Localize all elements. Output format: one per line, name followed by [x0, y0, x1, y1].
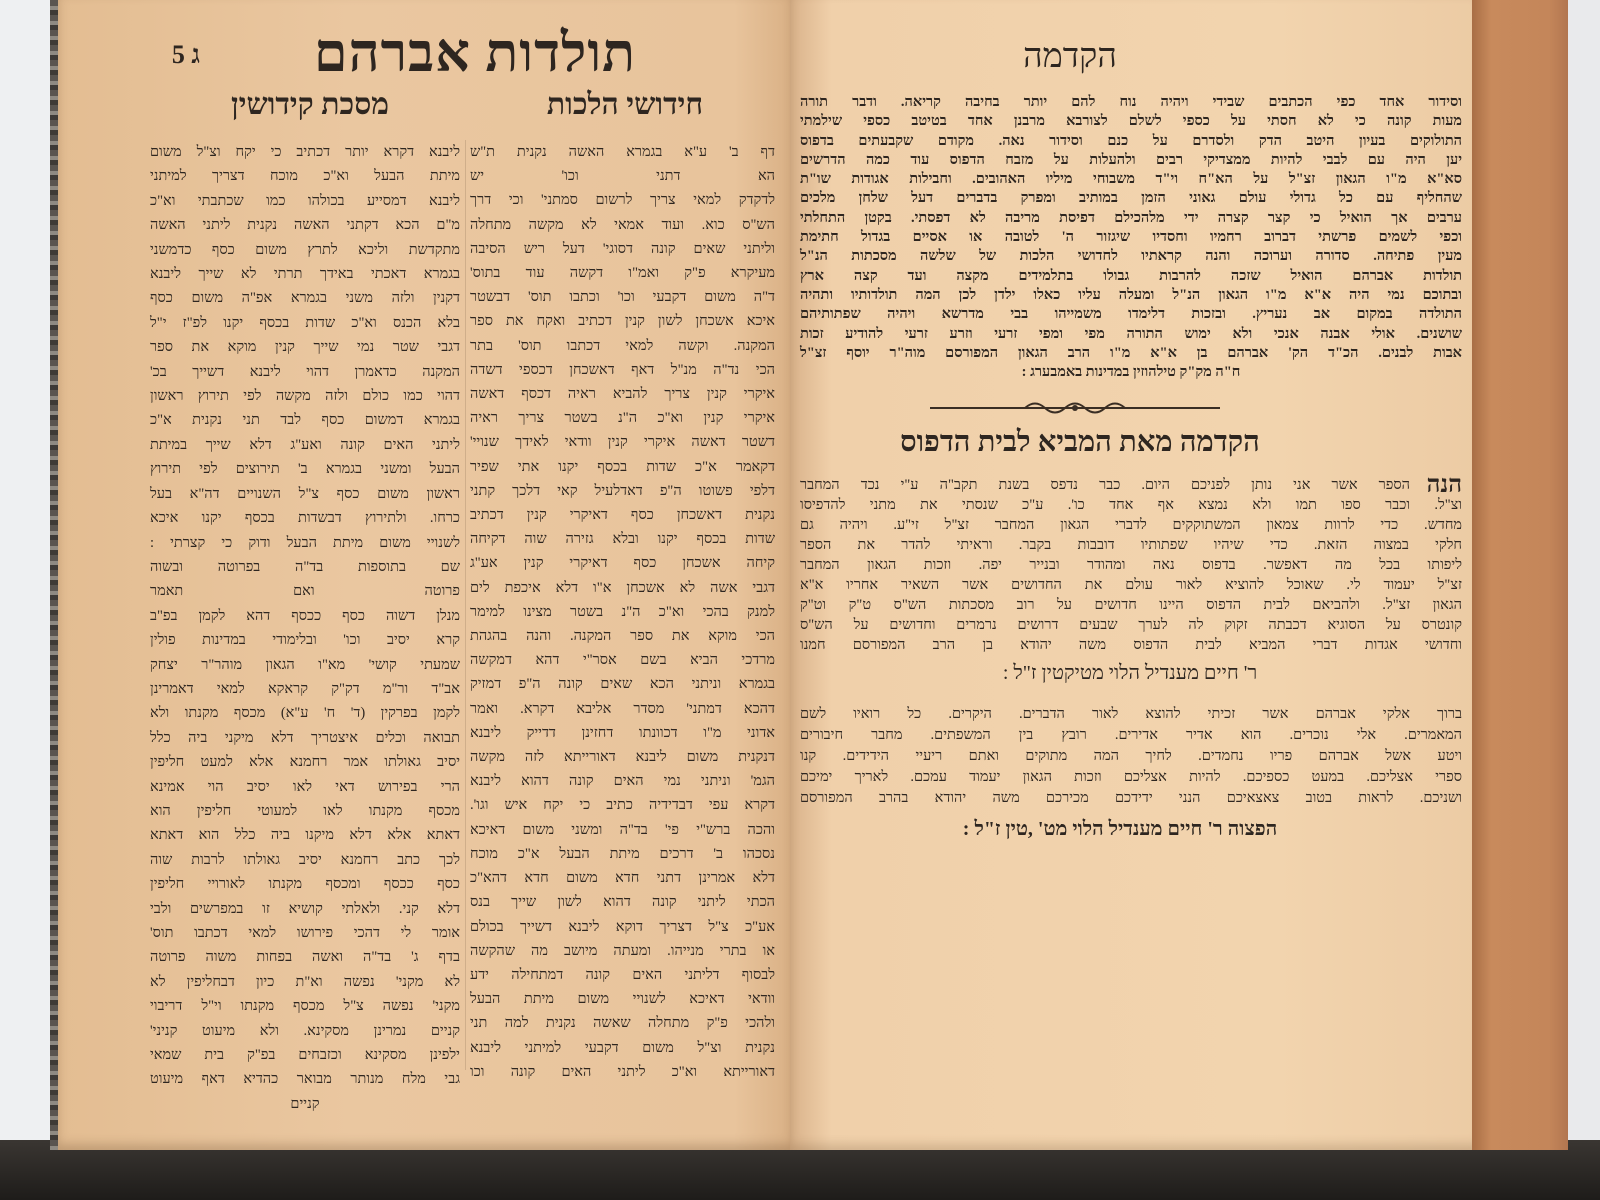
text-line: יסיב גאולתו אמר רחמנא אלא למעט חליפין	[150, 754, 460, 771]
column-divider	[465, 140, 466, 1070]
commentary-column-right	[470, 140, 775, 1084]
text-line: קיחה אשכחן כסף דאיקרי קנין אע"ג	[470, 555, 775, 572]
text-line: סא"א מ"ו הגאון זצ"ל על הא"ח וי"ד משבוחי מיליו האהובים. וחבילות אגודות שו"ת	[800, 171, 1462, 188]
intro-title: הקדמה	[1023, 38, 1117, 75]
text-line: אומר לי דהכי פירושו למאי דכתבו תוס'	[150, 925, 460, 941]
text-line: איכא אשכחן לשון קנין דכתיב ואקח את ספר	[470, 313, 775, 330]
text-line: ולהכי פ"ק מתחלה שאשה נקנית למה תני	[470, 1015, 775, 1032]
text-line: הא דתני וכו' יש	[470, 168, 775, 185]
text-line: קונטרס על הסוגיא דכבתה זקוק לה לערך שבעים דרושים נרמרים וחדושים על הש"ס	[800, 617, 1462, 633]
text-line: נסכהו ב' דרכים מיתת הבעל א"כ מוכח	[470, 845, 775, 862]
text-line: מנלן דשוה כסף ככסף דהא לקמן בפ"ב	[150, 607, 460, 624]
text-line: ברוך אלקי אברהם אשר זכיתי להוצא לאור הדברים. היקרים. כל רואיו לשם	[800, 706, 1462, 722]
text-line: התולוקים בעיון היטב הדק ולסדרם על כנם וסידור נאה. מקודם שקבעתים בדפוס	[800, 132, 1462, 149]
text-line: דהכא דמתני' מסדר אליבא דקרא. ואמר	[470, 700, 775, 717]
text-line: שם בתוספות בד"ה בפרוטה ובשוה	[150, 558, 460, 575]
text-line: מעות קונה כי לא חסתי על כספי לשלם לצורבא מרבנן אחד בטיטב כספי שילמתי	[800, 113, 1462, 130]
text-line: קניים נמרינן מסקינא. ולא מיעוט קניני'	[150, 1022, 460, 1039]
text-line: דהוי כמו כולם ולזה מקשה לפי תירוץ ראשון	[150, 388, 460, 405]
text-line: דקנין ולזה משני בגמרא אפ"ה משום כסף	[150, 290, 460, 307]
text-line: הכתי ליתני קונה דהוא לשון שייך בנס	[470, 894, 775, 911]
text-line: או בתרי מנייהו. ומעתה מיושב מה שהקשה	[470, 942, 775, 959]
text-line: מ"ם הכא דקתני האשה נקנית ליתני האשה	[150, 217, 460, 234]
text-line: דאורייתא וא"כ ליתני האים קונה וכו	[470, 1063, 775, 1080]
text-line: איקרי קנין צריך להביא ראיה דכסף דאשה	[470, 386, 775, 403]
text-line: בגמרא דאכתי באידך תרתי לא שייך ליבנא	[150, 266, 460, 283]
text-line: קניים	[290, 1095, 320, 1112]
text-line: הבעל ומשני בגמרא ב' תירוצים לפי תירוץ	[150, 461, 460, 478]
text-line: הספר אשר אני נותן לפניכם היום. כבר נדפס בשנת תקב"ה ע"י נכד המחבר	[800, 477, 1410, 493]
text-line: לדקדק למאי צריך לרשום סמתני' וכי דרך	[470, 192, 775, 209]
text-line: לא מקני' נפשה וא"ת כיון דבחליפין לא	[150, 973, 460, 990]
text-line: והכה ברש"י פי' בד"ה ומשני משום דאיכא	[470, 821, 775, 838]
text-line: ליתני האים קונה ואע"ג דלא שייך במיתת	[150, 436, 460, 453]
text-line: דקרא עפי דבדידיה כתיב כי יקח איש וגו'.	[470, 797, 775, 814]
blessing-signature: הפצוה ר' חיים מענדיל הלוי מט' ,טין ז"ל :	[962, 818, 1278, 840]
text-line: התולדה במקום אב נעריץ. ובזכות דלימדו משמייהו בבי מדרשא ויהיה שפתותיהם	[800, 306, 1462, 323]
text-line: וליתני שאים קונה דסוגי' דעל ריש הסיבה	[470, 240, 775, 257]
text-line: נקנית וצ"ל משום דקבעי למיתני ליבנא	[470, 1039, 775, 1056]
text-line: דקאמר א"כ שדות בכסף יקנו אתי שפיר	[470, 458, 775, 475]
publisher-intro-title: הקדמה מאת המביא לבית הדפוס	[900, 426, 1260, 458]
text-line: שדות בכסף יקנו ובלא גזירה שוה דקיחה	[470, 531, 775, 548]
text-line: וודאי דאיכא לשנויי משום מיתת הבעל	[470, 991, 775, 1008]
text-line: מכסף מקנתו לאו למעוטי חליפין הוא	[150, 802, 460, 819]
text-line: ספרי אצליכם. במעט כספיכם. להיות אצליכם וזכות הגאון יעמוד עמכם. לאריך ימיכם	[800, 769, 1462, 785]
intro-lines	[800, 93, 1462, 363]
publisher-paragraph	[800, 472, 1462, 655]
text-line: דאתא אלא דלא מיקנו ביה כלל הוא דאתא	[150, 827, 460, 844]
text-line: הרי בפירוש דאי לאו יסיב הוי אמינא	[150, 778, 460, 795]
text-line: דשטר דאשה איקרי קנין וודאי לאידך שנויי'	[470, 434, 775, 451]
text-line: הגמ' וניתני נמי האים קונה דהוא ליבנא	[470, 773, 775, 790]
publisher-first-word: הנה	[1426, 472, 1462, 498]
text-line: דף ב' ע"א בגמרא האשה נקנית ת"ש	[470, 144, 775, 160]
text-line: דגבי אשה לא אשכחן א"ו דלא איכפת לים	[470, 579, 775, 596]
text-line: נקנית דאשכחן כסף דאיקרי קנין דכתיב	[470, 507, 775, 524]
text-line: וכפי לשמים פרשתי דברוב רחמיו וחסדיו שיגזור ה' לטובה או אסיים בגדול חתימת	[800, 229, 1462, 246]
text-line: דגבי שטר נמי שייך קנין מוקא את ספר	[150, 339, 460, 356]
text-line: תולדות אברהם הואיל שזכה להרבות גבולו בתלמידים מקצה ועד קצה ארץ	[800, 267, 1462, 284]
text-line: ליבנא דמסייע בכולהו כמו שכתבתי וא"כ	[150, 192, 460, 209]
text-line: הש"ס כוא. ועוד אמאי לא מקשה מתחלה	[470, 216, 775, 233]
text-line: ד"ה משום דקבעי וכו' וכתבו תוס' דבשטר	[470, 289, 775, 306]
text-line: מקני' נפשה צ"ל מכסף מקנתו וי"ל דריבוי	[150, 998, 460, 1015]
text-line: וצ"ל. וכבר ספו תמו ולא נמצא אף אחד כו'. ע"כ שנסתי את מתני להדפיסו	[800, 497, 1462, 513]
text-line: מתקדשת וליכא לתרץ משום כסף כדמשני	[150, 241, 460, 258]
background	[1568, 0, 1600, 1140]
text-line: מעיקרא פ"ק ואמ"ו דקשה עוד בתוס'	[470, 265, 775, 282]
text-line: ויטע אשל אברהם פריו נחמדים. לחיך המה מתוקים ואתם ריעיי הידידים. קנו	[800, 748, 1462, 764]
ornament-divider	[930, 398, 1220, 418]
text-line: המקנה. וקשה למאי דכתבו תוס' בתר	[470, 337, 775, 354]
text-line: דלא אמרינן דתני חדא משום חדא דהא"כ	[470, 870, 775, 887]
commentary-column-left	[150, 140, 460, 1116]
text-line: אב"ד ור"מ דק"ק קראקא למאי דאמרינן	[150, 680, 460, 697]
text-line: ילפינן מסקינא וכזבחים בפ"ק בית שמאי	[150, 1047, 460, 1064]
book-back-cover	[1472, 0, 1568, 1150]
text-line: בדף ג' בד"ה ואשה בפחות משוה פרוטה	[150, 949, 460, 966]
right-column-heading: חידושי הלכות	[546, 88, 704, 121]
text-line: לקמן בפרקין (ד' ח' ע"א) מכסף מקנתו ולא	[150, 705, 460, 722]
text-line: גבי מלח מנותר מבואר כהדיא דאף מיעוט	[150, 1071, 460, 1088]
text-line: זצ"ל יעמוד לי. שאוכל להוציא לאור עולם את החדושים אשר השאיר אחריו א"א	[800, 577, 1462, 593]
text-line: ליפותו בכל מה דאפשר. בדפוס נאה ומהודר ובנייר יפה. וזכות הגאון המחבר	[800, 557, 1462, 573]
text-line: מרדכי הביא בשם אסר"י דהא דמקשה	[470, 652, 775, 669]
text-line: ובתוכם נמי היה א"א מ"ו הגאון הנ"ל ומעלה עליו כאלו ילדן לכן המה תולדותיו ותהיה	[800, 286, 1462, 303]
text-line: למנק בהכי וא"כ ה"נ בשטר מצינו למימר	[470, 603, 775, 620]
text-line: דנקנית משום ליבנא דאורייתא לזה מקשה	[470, 749, 775, 766]
text-line: ראשון משום כסף צ"ל השנויים דה"א בעל	[150, 485, 460, 502]
text-line: בגמרא דמשום כסף לבד תני נקנית א"כ	[150, 412, 460, 429]
text-line: הכי נד"ה מנ"ל דאף דאשכחן דכספי דשדה	[470, 361, 775, 378]
page-number: ג 5	[171, 40, 200, 69]
text-line: תבואה וכלים איצטריך דלא מיקני ביה כלל	[150, 729, 460, 746]
intro-closing: ח"ה מק"ק טילהוזין במדינות באמבערג :	[1021, 364, 1241, 381]
text-line: ליבנא דקרא יותר דכתיב כי יקח וצ"ל משום	[150, 144, 460, 160]
text-line: שמעתי קושי' מא"ו הגאון מוהר"ר יצחק	[150, 656, 460, 673]
text-line: מיתת הבעל וא"כ מוכח דצריך למיתני	[150, 168, 460, 185]
book-title: תולדות אברהם	[313, 23, 637, 83]
text-line: חלקי במצוה הזאת. כדי שיהיו שפתותיו דובבות בקבר. וראיתי להדר את הספר	[800, 537, 1462, 553]
text-line: ושניכם. לראות בטוב צאצאיכם הנני ידידכם מכירכם משה יהודא בהרב המפורסם	[800, 790, 1462, 806]
publisher-signature: ר' חיים מענדיל הלוי מטיקטין ז"ל :	[1002, 662, 1258, 684]
text-line: המאמרים. אלי נוכרים. הוא אדיר אדירים. רובץ בין המשפתים. מחבר חיבורים	[800, 727, 1462, 743]
text-line: אדוני מ"ו דכוונתו דחזינן דדייק ליבנא	[470, 724, 775, 741]
text-line: קרא יסיב וכו' ובלימודי במדינות פולין	[150, 632, 460, 649]
text-line: פרוטה ואם תאמר	[150, 583, 460, 600]
text-line: ערבים אך הואיל כי קצר קצרה ידי מלהכילם דפיסת מריבה לא דפסתי. בקטן התחלתי	[800, 209, 1462, 226]
text-line: אע"כ צ"ל דצריך דוקא ליבנא דשייך בכולם	[470, 918, 775, 935]
text-line: וסידור אחד כפי הכתבים שבידי ויהיה נוח להם יותר בחיבה קריאה. ודבר תורה	[800, 94, 1462, 110]
text-line: הכי מוקא את ספר המקנה. והנה בהגהת	[470, 628, 775, 645]
text-line: שהחליף עם כל גדולי עולם גאוני הזמן במותיב ומפרק בדברים דעל שלחן מלכים	[800, 190, 1462, 207]
text-line: דלפי פשוטו ה"פ דאדלעיל קאי דלכך קתני	[470, 482, 775, 499]
text-line: לבסוף דליתני האים קונה דמתחילה ידע	[470, 966, 775, 983]
text-line: וחדושי אגדות דברי המביא לבית הדפוס משה יהודא בן הרב המפורסם חמנו	[800, 637, 1462, 653]
text-line: דלא קני. ולאלתי קושיא זו במפרשים ולבי	[150, 900, 460, 917]
text-line: שושנים. אולי אבנה אנכי ולא ימוש התורה מפי ומפי זרעי וזרע זרעי להודיע זכות	[800, 325, 1462, 342]
text-line: מחדש. כדי לרוות צמאון המשתוקקים לדברי הגאון המחבר זצ"ל זי"ע. ויהיה גם	[800, 517, 1462, 533]
text-line: המקנה כדאמרן דהוי ליבנא דשייך בכ'	[150, 363, 460, 380]
text-line: לשנויי משום מיתת הבעל ודוק כי קצרתי :	[150, 534, 460, 551]
text-line: בלא הכנס וא"כ שדות בכסף יקנו לפ"ז י"ל	[150, 314, 460, 331]
text-line: הגאון זצ"ל. ולהביאם לבית הדפוס היינו חדושים על רוב מסכתות הש"ס ט"ק וט"ק	[800, 597, 1462, 613]
left-column-heading: מסכת קידושין	[230, 88, 390, 121]
intro-paragraph	[800, 93, 1462, 382]
text-line: מעין פתיחה. סדורה וערוכה והנה קראתיו לחדושי הלכות של שלשה מסכתות הנ"ל	[800, 248, 1462, 265]
text-line: איקרי קנין וא"כ ה"נ בשטר צריך ראיה	[470, 410, 775, 427]
text-line: בגמרא וניתני הכא שאים קונה ה"פ דמזיק	[470, 676, 775, 693]
text-line: לכך כתב רחמנא יסיב גאולתו לרבות שוה	[150, 851, 460, 868]
blessing-paragraph	[800, 704, 1462, 809]
text-line: יען היה עם לבבי להיות ממצדיקי רבים ולהעלות על מזבח הדפוס עוד כמה הדרשים	[800, 151, 1462, 168]
text-line: כסף ככסף ומכסף מקנתו לאורויי חליפין	[150, 876, 460, 893]
text-line: כרחו. ולתירוץ דבשדות בכסף יקנו איכא	[150, 510, 460, 527]
text-line: אבות לבנים. הכ"ד הק' אברהם בן א"א מ"ו הרב הגאון המפורסם מוה"ר יוסף זצ"ל	[800, 344, 1462, 361]
publisher-lines	[800, 472, 1462, 655]
